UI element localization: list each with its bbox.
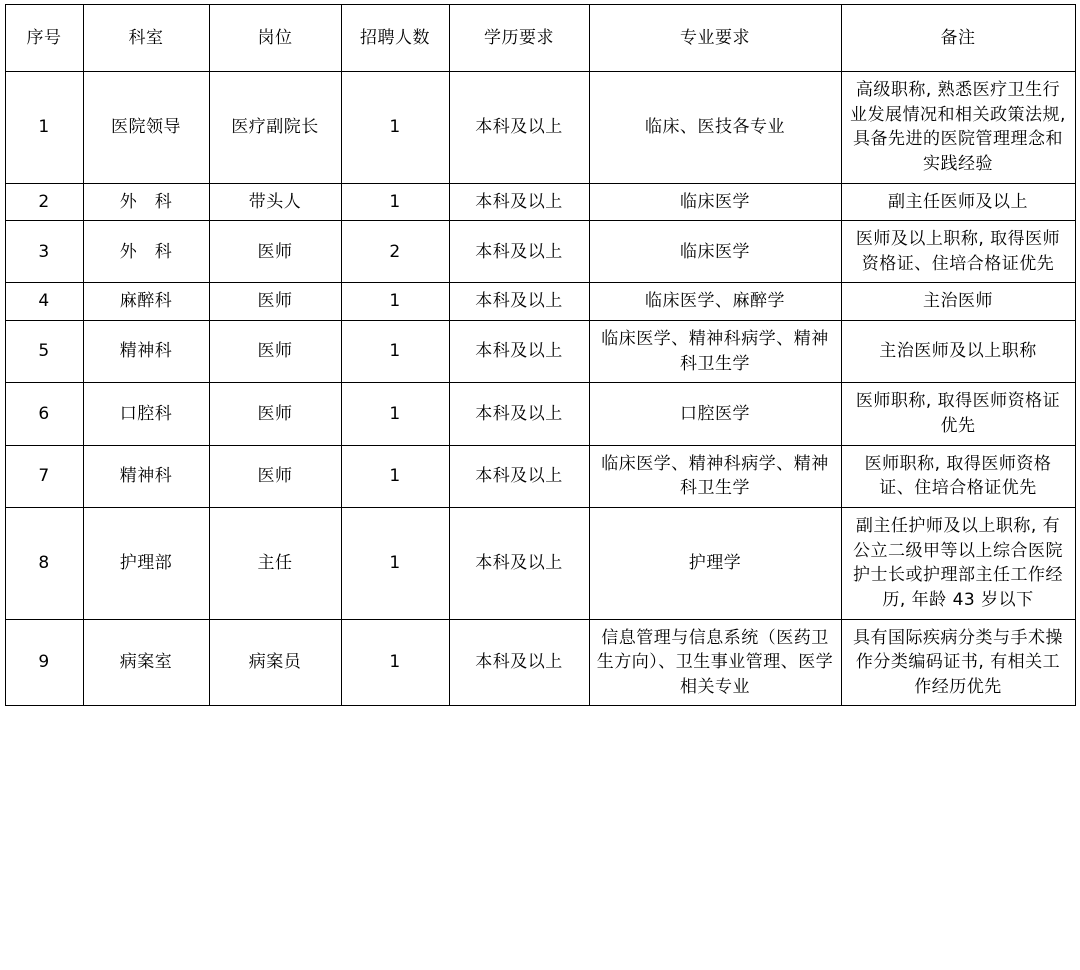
cell-department: 麻醉科 [83, 283, 209, 321]
cell-education: 本科及以上 [449, 445, 589, 507]
table-row [5, 383, 1075, 445]
cell-position: 医师 [209, 383, 341, 445]
cell-remark: 副主任护师及以上职称, 有公立二级甲等以上综合医院护士长或护理部主任工作经历, 年龄 43 岁以下 [841, 507, 1075, 619]
cell-education: 本科及以上 [449, 283, 589, 321]
table-row [5, 619, 1075, 706]
cell-headcount: 1 [341, 283, 449, 321]
cell-position: 医疗副院长 [209, 72, 341, 184]
cell-remark: 主治医师及以上职称 [841, 321, 1075, 383]
cell-position: 病案员 [209, 619, 341, 706]
table-row [5, 72, 1075, 184]
column-header-major: 专业要求 [589, 5, 841, 72]
cell-headcount: 2 [341, 221, 449, 283]
cell-education: 本科及以上 [449, 72, 589, 184]
cell-index: 2 [5, 183, 83, 221]
column-header-education: 学历要求 [449, 5, 589, 72]
column-header-department: 科室 [83, 5, 209, 72]
column-header-remark: 备注 [841, 5, 1075, 72]
cell-department: 护理部 [83, 507, 209, 619]
recruitment-table [5, 4, 1076, 706]
cell-major: 临床、医技各专业 [589, 72, 841, 184]
cell-position: 医师 [209, 283, 341, 321]
cell-education: 本科及以上 [449, 221, 589, 283]
cell-headcount: 1 [341, 183, 449, 221]
cell-remark: 医师职称, 取得医师资格证、住培合格证优先 [841, 445, 1075, 507]
cell-remark: 副主任医师及以上 [841, 183, 1075, 221]
cell-major: 护理学 [589, 507, 841, 619]
cell-education: 本科及以上 [449, 507, 589, 619]
cell-position: 医师 [209, 321, 341, 383]
cell-position: 主任 [209, 507, 341, 619]
cell-remark: 医师及以上职称, 取得医师资格证、住培合格证优先 [841, 221, 1075, 283]
cell-department: 精神科 [83, 445, 209, 507]
cell-index: 4 [5, 283, 83, 321]
table-row [5, 445, 1075, 507]
cell-headcount: 1 [341, 445, 449, 507]
cell-education: 本科及以上 [449, 183, 589, 221]
cell-department: 外 科 [83, 183, 209, 221]
column-header-position: 岗位 [209, 5, 341, 72]
cell-index: 9 [5, 619, 83, 706]
cell-headcount: 1 [341, 72, 449, 184]
table-row [5, 183, 1075, 221]
cell-major: 临床医学、精神科病学、精神科卫生学 [589, 321, 841, 383]
cell-index: 6 [5, 383, 83, 445]
cell-major: 临床医学 [589, 183, 841, 221]
cell-major: 临床医学、麻醉学 [589, 283, 841, 321]
cell-major: 信息管理与信息系统（医药卫生方向）、卫生事业管理、医学相关专业 [589, 619, 841, 706]
cell-remark: 具有国际疾病分类与手术操作分类编码证书, 有相关工作经历优先 [841, 619, 1075, 706]
cell-index: 5 [5, 321, 83, 383]
cell-education: 本科及以上 [449, 619, 589, 706]
table-body [5, 72, 1075, 706]
cell-remark: 医师职称, 取得医师资格证优先 [841, 383, 1075, 445]
cell-remark: 主治医师 [841, 283, 1075, 321]
cell-department: 口腔科 [83, 383, 209, 445]
cell-education: 本科及以上 [449, 321, 589, 383]
table-row [5, 221, 1075, 283]
table-row [5, 283, 1075, 321]
table-header-row [5, 5, 1075, 72]
cell-index: 1 [5, 72, 83, 184]
cell-department: 医院领导 [83, 72, 209, 184]
table-row [5, 321, 1075, 383]
cell-remark: 高级职称, 熟悉医疗卫生行业发展情况和相关政策法规, 具备先进的医院管理理念和实践经验 [841, 72, 1075, 184]
cell-department: 病案室 [83, 619, 209, 706]
cell-index: 3 [5, 221, 83, 283]
cell-headcount: 1 [341, 619, 449, 706]
cell-headcount: 1 [341, 507, 449, 619]
cell-position: 医师 [209, 445, 341, 507]
cell-headcount: 1 [341, 321, 449, 383]
column-header-headcount: 招聘人数 [341, 5, 449, 72]
cell-department: 外 科 [83, 221, 209, 283]
cell-department: 精神科 [83, 321, 209, 383]
cell-index: 7 [5, 445, 83, 507]
cell-index: 8 [5, 507, 83, 619]
cell-headcount: 1 [341, 383, 449, 445]
cell-major: 临床医学 [589, 221, 841, 283]
table-row [5, 507, 1075, 619]
cell-major: 临床医学、精神科病学、精神科卫生学 [589, 445, 841, 507]
cell-position: 医师 [209, 221, 341, 283]
cell-education: 本科及以上 [449, 383, 589, 445]
table-header [5, 5, 1075, 72]
cell-position: 带头人 [209, 183, 341, 221]
cell-major: 口腔医学 [589, 383, 841, 445]
column-header-index: 序号 [5, 5, 83, 72]
